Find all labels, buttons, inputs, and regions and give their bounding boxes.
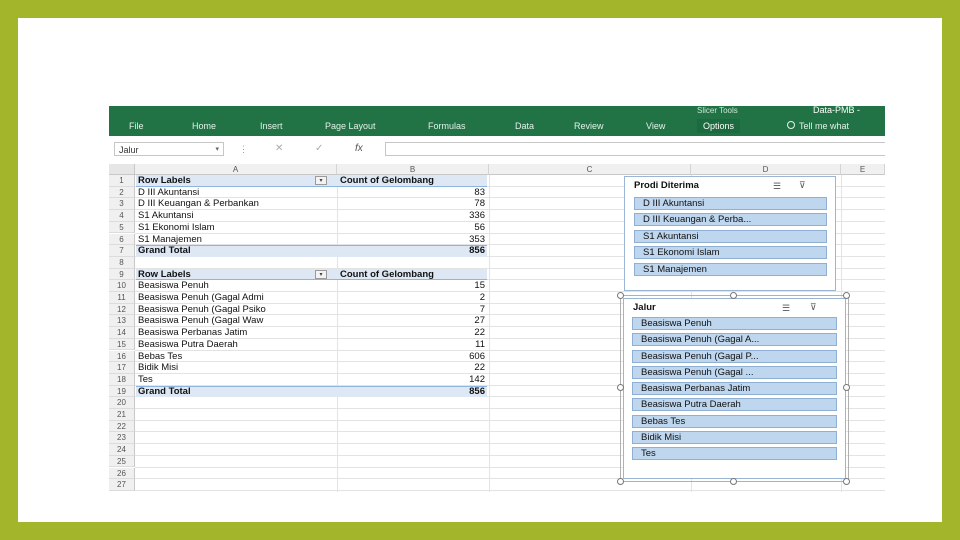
- slicer-title: Prodi Diterima: [634, 180, 699, 191]
- fx-icon[interactable]: fx: [355, 143, 363, 154]
- pivot1-item-label[interactable]: D III Akuntansi: [138, 186, 200, 198]
- pivot1-value-header[interactable]: Count of Gelombang: [340, 175, 434, 186]
- slicer-title: Jalur: [633, 302, 656, 313]
- column-header-c[interactable]: C: [489, 164, 691, 175]
- row-header[interactable]: 15: [109, 339, 135, 351]
- pivot2-item-label[interactable]: Beasiswa Penuh (Gagal Waw: [138, 315, 264, 327]
- pivot2-value-header[interactable]: Count of Gelombang: [340, 268, 434, 280]
- pivot2-item-value[interactable]: 606: [469, 350, 485, 362]
- excel-screenshot: [109, 106, 885, 492]
- pivot1-total-value[interactable]: 856: [469, 245, 485, 257]
- resize-handle[interactable]: [843, 384, 850, 391]
- multiselect-icon[interactable]: ☰: [782, 303, 791, 313]
- clear-filter-icon[interactable]: ⊽: [810, 302, 817, 312]
- tab-home[interactable]: Home: [192, 121, 217, 131]
- formula-bar: [109, 136, 885, 165]
- pivot2-item-value[interactable]: 15: [474, 280, 485, 292]
- pivot1-item-label[interactable]: D III Keuangan & Perbankan: [138, 198, 259, 210]
- resize-handle[interactable]: [730, 292, 737, 299]
- pivot2-item-label[interactable]: Bebas Tes: [138, 350, 183, 362]
- pivot2-item-label[interactable]: Beasiswa Putra Daerah: [138, 338, 238, 350]
- pivot2-item-value[interactable]: 22: [474, 327, 485, 339]
- slicer-item[interactable]: Bidik Misi: [632, 431, 837, 444]
- row-header[interactable]: 9: [109, 269, 135, 281]
- formula-input[interactable]: [385, 142, 885, 156]
- column-header-b[interactable]: B: [337, 164, 489, 175]
- slicer-item[interactable]: Beasiswa Penuh (Gagal A...: [632, 333, 837, 346]
- row-header[interactable]: 11: [109, 292, 135, 304]
- cancel-icon[interactable]: ✕: [275, 143, 284, 154]
- slicer-item[interactable]: Beasiswa Penuh (Gagal P...: [632, 350, 837, 363]
- row-header[interactable]: 8: [109, 257, 135, 269]
- select-all-corner[interactable]: [109, 164, 135, 175]
- slicer-item[interactable]: Beasiswa Perbanas Jatim: [632, 382, 837, 395]
- multiselect-icon[interactable]: ☰: [773, 181, 782, 191]
- tab-file[interactable]: File: [129, 121, 144, 131]
- pivot2-item-value[interactable]: 2: [479, 292, 485, 303]
- tell-me-box[interactable]: Tell me what: [799, 121, 850, 131]
- ribbon: [109, 106, 885, 136]
- tab-insert[interactable]: Insert: [260, 121, 283, 131]
- resize-handle[interactable]: [617, 384, 624, 391]
- slicer-item[interactable]: Beasiswa Penuh (Gagal ...: [632, 366, 837, 379]
- row-header[interactable]: 6: [109, 234, 135, 246]
- slicer-item[interactable]: S1 Ekonomi Islam: [634, 246, 827, 259]
- column-header-a[interactable]: A: [135, 164, 337, 175]
- row-header[interactable]: 1: [109, 175, 135, 187]
- pivot2-item-label[interactable]: Tes: [138, 373, 153, 385]
- slicer-item[interactable]: D III Keuangan & Perba...: [634, 213, 827, 226]
- pivot1-item-value[interactable]: 83: [474, 186, 485, 198]
- row-header[interactable]: 16: [109, 351, 135, 363]
- gridline: [489, 175, 490, 492]
- slicer-item[interactable]: Beasiswa Penuh: [632, 317, 837, 330]
- pivot2-item-value[interactable]: 142: [469, 373, 485, 385]
- pivot2-item-value[interactable]: 7: [479, 303, 485, 315]
- row-header[interactable]: 22: [109, 421, 135, 433]
- row-header[interactable]: 21: [109, 409, 135, 421]
- row-header[interactable]: 4: [109, 210, 135, 222]
- row-header[interactable]: 23: [109, 432, 135, 444]
- pivot2-item-label[interactable]: Beasiswa Penuh: [138, 280, 209, 292]
- pivot1-item-value[interactable]: 78: [474, 198, 485, 210]
- slicer-item[interactable]: Tes: [632, 447, 837, 460]
- tab-view[interactable]: View: [646, 121, 666, 131]
- row-header[interactable]: 3: [109, 198, 135, 210]
- pivot2-total-label[interactable]: Grand Total: [138, 385, 191, 397]
- row-header[interactable]: 13: [109, 315, 135, 327]
- resize-handle[interactable]: [617, 292, 624, 299]
- filter-dropdown-icon[interactable]: ▾: [315, 176, 327, 185]
- row-header[interactable]: 10: [109, 280, 135, 292]
- slicer-prodi-diterima[interactable]: [624, 176, 836, 291]
- tab-formulas[interactable]: Formulas: [428, 121, 466, 131]
- pivot1-item-value[interactable]: 56: [474, 221, 485, 233]
- lightbulb-icon[interactable]: [787, 121, 795, 129]
- row-header[interactable]: 20: [109, 397, 135, 409]
- pivot2-item-value[interactable]: 27: [474, 315, 485, 327]
- context-tab-title: Slicer Tools: [697, 106, 738, 115]
- pivot1-item-label[interactable]: S1 Akuntansi: [138, 210, 194, 222]
- row-header[interactable]: 5: [109, 222, 135, 234]
- resize-handle[interactable]: [843, 292, 850, 299]
- row-header[interactable]: 26: [109, 468, 135, 480]
- column-header-d[interactable]: D: [691, 164, 841, 175]
- row-header[interactable]: 18: [109, 374, 135, 386]
- row-header[interactable]: 24: [109, 444, 135, 456]
- gridline: [135, 490, 885, 491]
- pivot2-item-label[interactable]: Beasiswa Penuh (Gagal Psiko: [138, 303, 266, 315]
- tab-review[interactable]: Review: [574, 121, 604, 131]
- slide-frame: [18, 18, 942, 522]
- row-header[interactable]: 7: [109, 245, 135, 257]
- pivot2-item-value[interactable]: 22: [474, 362, 485, 374]
- separator-dots-icon: ⋮: [239, 144, 248, 154]
- pivot2-total-value[interactable]: 856: [469, 385, 485, 397]
- pivot1-total-label[interactable]: Grand Total: [138, 245, 191, 257]
- name-box[interactable]: [114, 142, 224, 156]
- slicer-item[interactable]: Bebas Tes: [632, 415, 837, 428]
- row-header[interactable]: 14: [109, 327, 135, 339]
- tab-page-layout[interactable]: Page Layout: [325, 121, 376, 131]
- row-header[interactable]: 27: [109, 479, 135, 491]
- tab-options[interactable]: Options: [697, 119, 740, 133]
- row-header[interactable]: 25: [109, 456, 135, 468]
- filter-dropdown-icon[interactable]: ▾: [315, 270, 327, 279]
- row-header[interactable]: 2: [109, 187, 135, 199]
- pivot1-item-value[interactable]: 353: [469, 233, 485, 245]
- resize-handle[interactable]: [617, 478, 624, 485]
- name-box-value: Jalur: [119, 145, 139, 155]
- pivot2-item-value[interactable]: 11: [475, 338, 485, 350]
- column-header-e[interactable]: E: [841, 164, 885, 175]
- pivot1-item-value[interactable]: 336: [469, 210, 485, 222]
- slicer-jalur[interactable]: [623, 298, 846, 479]
- slicer-item[interactable]: S1 Manajemen: [634, 263, 827, 276]
- slicer-item[interactable]: S1 Akuntansi: [634, 230, 827, 243]
- resize-handle[interactable]: [843, 478, 850, 485]
- pivot2-item-label[interactable]: Bidik Misi: [138, 362, 179, 374]
- pivot1-item-label[interactable]: S1 Ekonomi Islam: [138, 221, 215, 233]
- resize-handle[interactable]: [730, 478, 737, 485]
- document-title: Data-PMB -: [813, 106, 861, 115]
- pivot1-item-label[interactable]: S1 Manajemen: [138, 233, 202, 245]
- row-header[interactable]: 12: [109, 304, 135, 316]
- pivot2-item-label[interactable]: Beasiswa Perbanas Jatim: [138, 327, 248, 339]
- row-header[interactable]: 19: [109, 386, 135, 398]
- chevron-down-icon[interactable]: ▾: [215, 146, 219, 153]
- pivot2-row-labels[interactable]: Row Labels: [138, 268, 191, 280]
- pivot2-item-label[interactable]: Beasiswa Penuh (Gagal Admi: [138, 292, 264, 303]
- pivot1-row-labels[interactable]: Row Labels: [138, 175, 191, 186]
- row-header[interactable]: 17: [109, 362, 135, 374]
- tab-data[interactable]: Data: [515, 121, 535, 131]
- slicer-item[interactable]: D III Akuntansi: [634, 197, 827, 210]
- enter-icon[interactable]: ✓: [315, 143, 324, 154]
- slicer-item[interactable]: Beasiswa Putra Daerah: [632, 398, 837, 411]
- clear-filter-icon[interactable]: ⊽: [799, 180, 806, 190]
